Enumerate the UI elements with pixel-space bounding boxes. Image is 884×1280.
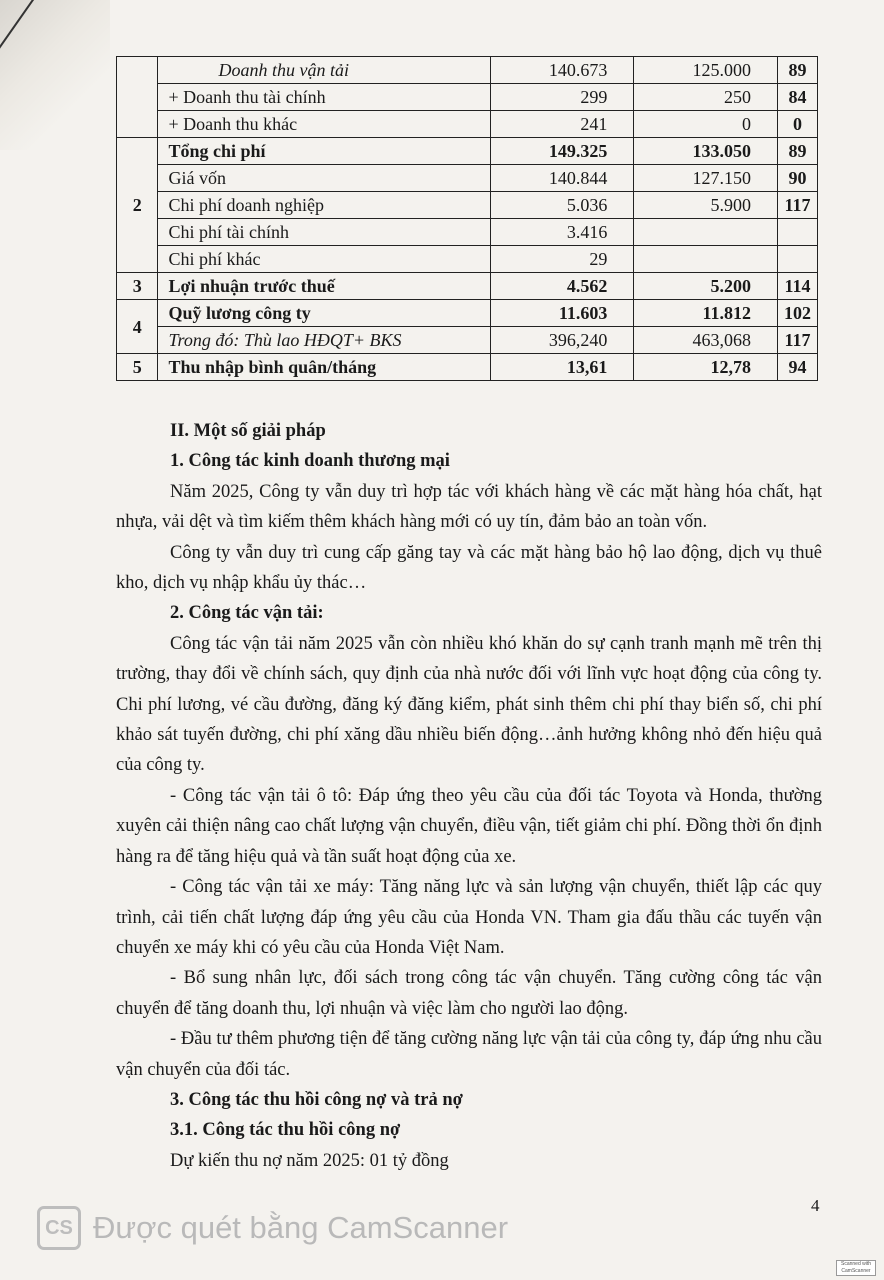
row-label: Trong đó: Thù lao HĐQT+ BKS [158,327,490,354]
paragraph: - Công tác vận tải xe máy: Tăng năng lực và sản lượng vận chuyển, thiết lập các quy trình, cải tiến chất lượng đáp ứng yêu cầu của Honda VN. Tham gia đấu thầu các tuyến vận chuyển xe máy khi có yêu cầu của Honda Việt Nam. [116,877,822,958]
value-actual: 4.562 [490,273,634,300]
badge-line: Scanned with [840,1261,872,1267]
row-label: + Doanh thu khác [158,111,490,138]
value-percent: 0 [778,111,818,138]
table-row [117,246,818,273]
table-row [117,327,818,354]
row-label: Chi phí khác [158,246,490,273]
value-actual: 13,61 [490,354,634,381]
section-heading: II. Một số giải pháp [170,421,326,441]
row-number: 3 [117,273,158,300]
body-text [116,416,822,1176]
row-label: Giá vốn [158,165,490,192]
value-percent: 117 [778,192,818,219]
value-plan: 5.900 [634,192,778,219]
row-label: + Doanh thu tài chính [158,84,490,111]
subsection-heading: 3. Công tác thu hồi công nợ và trả nợ [170,1089,463,1110]
subsection-heading: 1. Công tác kinh doanh thương mại [170,451,450,472]
value-plan: 127.150 [634,165,778,192]
table-row [117,219,818,246]
value-plan: 125.000 [634,57,778,84]
value-actual: 299 [490,84,634,111]
value-actual: 241 [490,111,634,138]
paragraph: - Bổ sung nhân lực, đối sách trong công tác vận chuyển. Tăng cường công tác vận chuyển để tăng doanh thu, lợi nhuận và việc làm cho người lao động. [116,968,822,1019]
table-row [117,111,818,138]
table-row [117,300,818,327]
camscanner-watermark [37,1206,508,1250]
table-row [117,138,818,165]
value-plan: 5.200 [634,273,778,300]
value-plan: 11.812 [634,300,778,327]
paragraph: Công ty vẫn duy trì cung cấp găng tay và các mặt hàng bảo hộ lao động, dịch vụ thuê kho, dịch vụ nhập khẩu ủy thác… [116,542,822,594]
value-plan: 463,068 [634,327,778,354]
value-actual: 11.603 [490,300,634,327]
value-percent: 117 [778,327,818,354]
subsection-heading: 2. Công tác vận tải: [170,603,324,624]
row-label: Quỹ lương công ty [158,300,490,327]
watermark-text: Được quét bằng CamScanner [93,1210,509,1245]
value-actual: 3.416 [490,219,634,246]
paragraph: Năm 2025, Công ty vẫn duy trì hợp tác với khách hàng về các mặt hàng hóa chất, hạt nhựa, vải dệt và tìm kiếm thêm khách hàng mới có uy tín, đảm bảo an toàn vốn. [116,481,822,533]
row-number: 4 [117,300,158,354]
value-percent: 89 [778,57,818,84]
financial-table [116,56,818,381]
value-percent: 90 [778,165,818,192]
scanned-with-badge [836,1260,876,1276]
table-row [117,273,818,300]
value-plan [634,219,778,246]
row-label: Tổng chi phí [158,138,490,165]
row-label: Chi phí tài chính [158,219,490,246]
value-percent [778,246,818,273]
row-label: Thu nhập bình quân/tháng [158,354,490,381]
paragraph: - Công tác vận tải ô tô: Đáp ứng theo yêu cầu của đối tác Toyota và Honda, thường xuyên cải thiện nâng cao chất lượng vận chuyển, điều vận, tiết giảm chi phí. Đồng thời ổn định hàng ra để tăng hiệu quả và tần suất hoạt động của xe. [116,785,822,867]
value-actual: 140.673 [490,57,634,84]
value-actual: 29 [490,246,634,273]
row-number: 5 [117,354,158,381]
value-plan [634,246,778,273]
value-actual: 149.325 [490,138,634,165]
row-label: Chi phí doanh nghiệp [158,192,490,219]
paragraph: Công tác vận tải năm 2025 vẫn còn nhiều khó khăn do sự cạnh tranh mạnh mẽ trên thị trường, thay đổi về chính sách, quy định của nhà nước đối với lĩnh vực hoạt động của công ty. Chi phí lương, vé cầu đường, đăng ký đăng kiểm, phát sinh thêm chi phí thay biển số, chi phí khảo sát tuyến đường, chi phí xăng dầu nhiều biến động…ảnh hưởng không nhỏ đến hiệu quả của công ty. [116,633,822,776]
table-row [117,84,818,111]
paragraph: Dự kiến thu nợ năm 2025: 01 tỷ đồng [170,1150,449,1171]
camscanner-logo-icon: CS [37,1206,81,1250]
value-actual: 5.036 [490,192,634,219]
value-plan: 12,78 [634,354,778,381]
row-label: Doanh thu vận tải [158,57,490,84]
table-row [117,354,818,381]
value-plan: 133.050 [634,138,778,165]
value-percent: 114 [778,273,818,300]
table-row [117,57,818,84]
table-row [117,192,818,219]
table-row [117,165,818,192]
value-actual: 396,240 [490,327,634,354]
paragraph: - Đầu tư thêm phương tiện để tăng cường năng lực vận tải của công ty, đáp ứng nhu cầu vận chuyển của đối tác. [116,1029,822,1080]
row-number: 2 [117,138,158,273]
value-percent: 94 [778,354,818,381]
value-plan: 0 [634,111,778,138]
badge-line: CamScanner [841,1268,871,1274]
subsection-heading: 3.1. Công tác thu hồi công nợ [170,1120,401,1141]
value-percent: 84 [778,84,818,111]
value-plan: 250 [634,84,778,111]
value-percent: 102 [778,300,818,327]
row-label: Lợi nhuận trước thuế [158,273,490,300]
value-percent: 89 [778,138,818,165]
row-number [117,57,158,138]
value-percent [778,219,818,246]
value-actual: 140.844 [490,165,634,192]
page-number: 4 [811,1196,820,1215]
